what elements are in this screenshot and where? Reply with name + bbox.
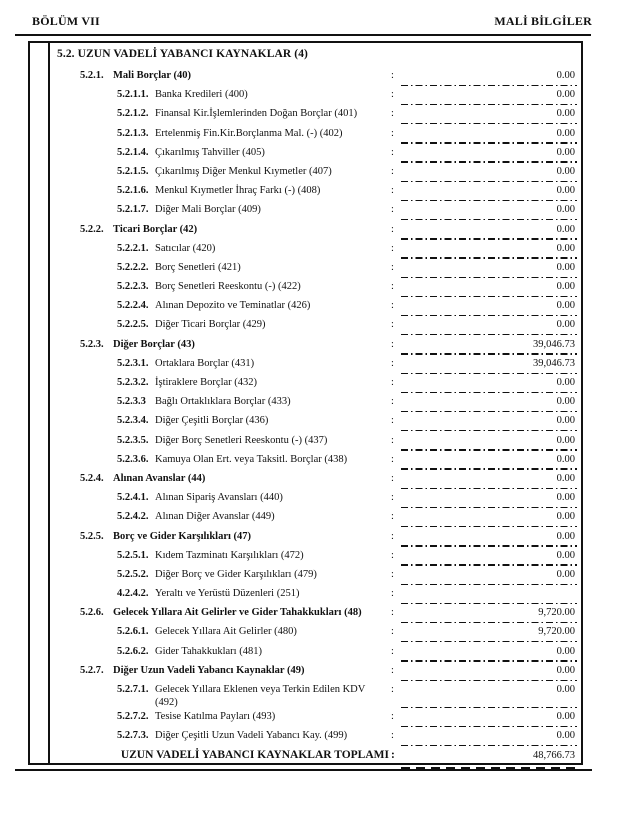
row-value: 0.00 <box>556 127 575 139</box>
row-separator: : <box>391 588 394 600</box>
row-separator: : <box>391 626 394 638</box>
section-number-header: BÖLÜM VII <box>32 14 100 28</box>
row-label: Yeraltı ve Yerüstü Düzenleri (251) <box>155 588 300 600</box>
row-value-field <box>403 203 577 220</box>
value-underline <box>401 622 577 623</box>
row-value-field <box>403 414 577 431</box>
financial-table <box>28 41 583 765</box>
table-row <box>30 67 581 86</box>
row-value: 0.00 <box>556 281 575 293</box>
row-code: 5.2.7.3. <box>117 730 149 742</box>
row-code: 5.2.3.5. <box>117 434 149 446</box>
row-separator: : <box>391 281 394 293</box>
row-code: 5.2.3.3 <box>117 396 146 408</box>
row-separator: : <box>391 165 394 177</box>
row-label: Alınan Diğer Avanslar (449) <box>155 511 275 523</box>
row-code: 5.2.3.1. <box>117 357 149 369</box>
row-value: 0.00 <box>556 730 575 742</box>
value-underline <box>401 315 577 316</box>
row-code: 5.2.4.1. <box>117 492 149 504</box>
row-separator: : <box>391 261 394 273</box>
value-underline <box>401 507 577 508</box>
row-value: 0.00 <box>556 70 575 81</box>
table-row <box>30 393 581 412</box>
row-separator: : <box>391 338 394 350</box>
table-rows <box>30 67 581 767</box>
value-underline <box>401 641 577 642</box>
row-code: 5.2.5. <box>80 530 104 542</box>
value-underline <box>401 745 577 746</box>
row-value: 9,720.00 <box>538 626 575 638</box>
value-underline <box>401 430 577 431</box>
row-code: 5.2.3.4. <box>117 415 149 427</box>
row-value: 0.00 <box>556 549 575 561</box>
table-row <box>30 528 581 547</box>
value-underline <box>401 219 577 220</box>
row-code: 5.2.1.1. <box>117 89 149 101</box>
value-underline <box>401 200 577 201</box>
row-value: 0.00 <box>556 396 575 408</box>
row-code: 5.2.1.3. <box>117 127 149 139</box>
row-value: 0.00 <box>556 165 575 177</box>
row-code: 5.2.7. <box>80 664 104 676</box>
value-underline <box>401 85 577 86</box>
table-row <box>30 374 581 393</box>
value-underline <box>401 238 577 239</box>
row-value: 0.00 <box>556 434 575 446</box>
value-underline <box>401 296 577 297</box>
row-value: 0.00 <box>556 185 575 197</box>
row-value-field <box>403 530 577 547</box>
row-separator: : <box>391 89 394 101</box>
total-label: UZUN VADELİ YABANCI KAYNAKLAR TOPLAMI <box>120 749 389 762</box>
table-row <box>30 163 581 182</box>
row-label: Ertelenmiş Fin.Kir.Borçlanma Mal. (-) (402) <box>155 127 343 139</box>
table-row <box>30 470 581 489</box>
row-separator: : <box>391 300 394 312</box>
row-value-field <box>403 664 577 681</box>
row-label: Gelecek Yıllara Ait Gelirler ve Gider Tahakkukları (48) <box>113 607 362 619</box>
row-separator: : <box>391 357 394 369</box>
row-value-field <box>403 434 577 451</box>
value-underline <box>401 584 577 585</box>
row-label: İştiraklere Borçlar (432) <box>155 377 258 388</box>
row-label: Kıdem Tazminatı Karşılıkları (472) <box>155 549 304 561</box>
row-value-field <box>403 491 577 508</box>
row-separator: : <box>391 415 394 427</box>
value-underline <box>401 660 577 661</box>
table-row <box>30 221 581 240</box>
value-underline <box>401 104 577 105</box>
section-title: 5.2. UZUN VADELİ YABANCI KAYNAKLAR (4) <box>57 48 308 60</box>
row-value-field <box>403 625 577 642</box>
row-value: 0.00 <box>556 415 575 427</box>
row-value-field <box>403 606 577 623</box>
row-value: 0.00 <box>556 530 575 542</box>
row-code: 5.2.2.1. <box>117 242 149 254</box>
table-row <box>30 585 581 604</box>
row-separator: : <box>391 108 394 120</box>
row-value: 0.00 <box>556 568 575 580</box>
row-label: Çıkarılmış Tahviller (405) <box>155 146 265 158</box>
row-label: Alınan Sipariş Avansları (440) <box>155 492 283 504</box>
table-row <box>30 681 581 708</box>
row-value-field <box>403 376 577 393</box>
value-underline <box>401 142 577 143</box>
table-row <box>30 355 581 374</box>
row-label: Ticari Borçlar (42) <box>113 223 198 235</box>
value-underline <box>401 181 577 182</box>
row-value-field <box>403 69 577 86</box>
row-code: 5.2.3.2. <box>117 377 149 388</box>
row-code: 5.2.5.2. <box>117 568 149 580</box>
row-separator: : <box>391 453 394 465</box>
table-row <box>30 105 581 124</box>
row-code: 5.2.2.4. <box>117 300 149 312</box>
row-value-field <box>403 338 577 355</box>
table-row <box>30 144 581 163</box>
value-underline <box>401 277 577 278</box>
row-separator: : <box>391 146 394 158</box>
value-underline <box>401 488 577 489</box>
value-underline <box>401 545 577 546</box>
row-value: 0.00 <box>556 300 575 312</box>
table-row <box>30 432 581 451</box>
row-code: 5.2.6. <box>80 607 104 619</box>
table-row <box>30 278 581 297</box>
row-value: 0.00 <box>556 511 575 523</box>
row-value: 39,046.73 <box>533 338 575 350</box>
table-row <box>30 489 581 508</box>
row-label: Alınan Avanslar (44) <box>113 472 206 484</box>
value-underline <box>401 564 577 565</box>
row-value-field <box>403 472 577 489</box>
footer-rule <box>15 769 592 771</box>
table-row <box>30 259 581 278</box>
table-row <box>30 708 581 727</box>
table-row <box>30 451 581 470</box>
row-separator: : <box>391 711 394 722</box>
row-value-field <box>403 318 577 335</box>
value-underline <box>401 726 577 727</box>
row-value-field <box>403 184 577 201</box>
row-separator: : <box>391 434 394 446</box>
row-value-field <box>403 587 577 604</box>
table-row <box>30 201 581 220</box>
row-code: 5.2.2.3. <box>117 281 149 293</box>
total-value: 48,766.73 <box>533 750 575 762</box>
row-value: 0.00 <box>556 664 575 676</box>
table-row <box>30 182 581 201</box>
row-separator: : <box>391 204 394 216</box>
row-code: 5.2.1.5. <box>117 165 149 177</box>
row-code: 5.2.2. <box>80 223 104 235</box>
row-value-field <box>403 88 577 105</box>
row-label: Gelecek Yıllara Ait Gelirler (480) <box>155 626 297 638</box>
row-value: 0.00 <box>556 492 575 504</box>
row-value: 0.00 <box>556 261 575 273</box>
row-code: 5.2.2.2. <box>117 261 149 273</box>
row-value-field <box>403 280 577 297</box>
row-label: Bağlı Ortaklıklara Borçlar (433) <box>155 396 291 408</box>
table-row <box>30 297 581 316</box>
row-label: Ortaklara Borçlar (431) <box>155 357 255 369</box>
row-separator: : <box>391 70 394 81</box>
row-code: 5.2.2.5. <box>117 319 149 331</box>
table-row <box>30 86 581 105</box>
row-value: 0.00 <box>556 453 575 465</box>
row-separator: : <box>391 492 394 504</box>
row-label: Diğer Borç ve Gider Karşılıkları (479) <box>155 568 317 580</box>
page-header <box>32 14 592 29</box>
row-separator: : <box>391 319 394 331</box>
row-label: Alınan Depozito ve Teminatlar (426) <box>155 300 311 312</box>
row-label: Gider Tahakkukları (481) <box>155 645 262 657</box>
table-row <box>30 727 581 746</box>
row-label: Diğer Çeşitli Borçlar (436) <box>155 415 269 427</box>
row-label: Borç Senetleri Reeskontu (-) (422) <box>155 281 301 293</box>
row-value-field <box>403 683 577 700</box>
row-value-field <box>403 107 577 124</box>
row-label: Diğer Mali Borçlar (409) <box>155 204 261 216</box>
row-value: 0.00 <box>556 204 575 216</box>
row-separator: : <box>391 568 394 580</box>
row-label: Borç Senetleri (421) <box>155 261 241 273</box>
row-label: Diğer Borç Senetleri Reeskontu (-) (437) <box>155 434 328 446</box>
row-label: Çıkarılmış Diğer Menkul Kıymetler (407) <box>155 165 332 177</box>
value-underline <box>401 257 577 258</box>
total-row <box>30 746 581 767</box>
row-label: Borç ve Gider Karşılıkları (47) <box>113 530 252 542</box>
table-row <box>30 566 581 585</box>
row-code: 5.2.6.2. <box>117 645 149 657</box>
row-value-field <box>403 261 577 278</box>
row-value-field <box>403 729 577 746</box>
value-underline <box>401 603 577 604</box>
row-value-field <box>403 710 577 727</box>
row-value-field <box>403 549 577 566</box>
row-separator: : <box>391 607 394 619</box>
row-label: Diğer Ticari Borçlar (429) <box>155 319 266 331</box>
value-underline <box>401 411 577 412</box>
row-code: 5.2.5.1. <box>117 549 149 561</box>
row-value: 0.00 <box>556 223 575 235</box>
row-code: 5.2.4.2. <box>117 511 149 523</box>
row-separator: : <box>391 664 394 676</box>
row-value: 0.00 <box>556 319 575 331</box>
value-underline <box>401 373 577 374</box>
row-separator: : <box>391 472 394 484</box>
table-row <box>30 604 581 623</box>
row-label: Kamuya Olan Ert. veya Taksitl. Borçlar (438) <box>155 453 348 465</box>
row-value-field <box>403 568 577 585</box>
value-underline <box>401 707 577 708</box>
row-label: Menkul Kıymetler İhraç Farkı (-) (408) <box>155 185 321 197</box>
table-row <box>30 623 581 642</box>
row-separator: : <box>391 749 395 762</box>
row-value-field <box>403 645 577 662</box>
row-code: 5.2.1. <box>80 70 104 81</box>
row-separator: : <box>391 127 394 139</box>
row-label: Diğer Borçlar (43) <box>113 338 195 350</box>
row-value: 0.00 <box>556 242 575 254</box>
row-value: 39,046.73 <box>533 357 575 369</box>
row-code: 5.2.1.6. <box>117 185 149 197</box>
header-rule <box>15 34 591 36</box>
row-value-field <box>403 510 577 527</box>
value-underline <box>401 449 577 450</box>
row-code: 5.2.7.2. <box>117 711 149 722</box>
row-value: 9,720.00 <box>538 607 575 619</box>
value-underline <box>401 526 577 527</box>
table-row <box>30 643 581 662</box>
value-underline <box>401 392 577 393</box>
row-code: 5.2.3.6. <box>117 453 149 465</box>
row-label: Tesise Katılma Payları (493) <box>155 711 276 722</box>
table-row <box>30 508 581 527</box>
row-label: Mali Borçlar (40) <box>113 70 191 81</box>
row-code: 5.2.1.2. <box>117 108 149 120</box>
row-value: 0.00 <box>556 684 575 695</box>
row-value-field <box>403 242 577 259</box>
row-value-field <box>403 127 577 144</box>
value-underline <box>401 468 577 469</box>
row-separator: : <box>391 242 394 254</box>
row-separator: : <box>391 377 394 388</box>
row-code: 5.2.3. <box>80 338 104 350</box>
value-underline <box>401 353 577 354</box>
row-value-field <box>403 165 577 182</box>
row-code: 5.2.1.4. <box>117 146 149 158</box>
value-underline <box>401 680 577 681</box>
row-code: 5.2.1.7. <box>117 204 149 216</box>
row-separator: : <box>391 511 394 523</box>
row-value: 0.00 <box>556 711 575 722</box>
row-label: Banka Kredileri (400) <box>155 89 248 101</box>
page-title: MALİ BİLGİLER <box>494 14 592 28</box>
row-separator: : <box>391 185 394 197</box>
row-value: 0.00 <box>556 89 575 101</box>
table-row <box>30 125 581 144</box>
total-value-field <box>403 749 577 767</box>
row-code: 5.2.7.1. <box>117 684 149 695</box>
row-separator: : <box>391 396 394 408</box>
table-row <box>30 316 581 335</box>
row-label: Gelecek Yıllara Eklenen veya Terkin Edilen KDV (492) <box>155 684 366 708</box>
row-value-field <box>403 357 577 374</box>
value-underline <box>401 334 577 335</box>
row-value: 0.00 <box>556 146 575 158</box>
table-row <box>30 662 581 681</box>
row-label: Finansal Kir.İşlemlerinden Doğan Borçlar (401) <box>155 108 358 120</box>
row-value: 0.00 <box>556 108 575 120</box>
row-separator: : <box>391 223 394 235</box>
row-separator: : <box>391 530 394 542</box>
row-value-field <box>403 453 577 470</box>
row-value-field <box>403 223 577 240</box>
row-value-field <box>403 146 577 163</box>
row-value: 0.00 <box>556 472 575 484</box>
row-code: 5.2.4. <box>80 472 104 484</box>
table-row <box>30 547 581 566</box>
row-code: 5.2.6.1. <box>117 626 149 638</box>
value-underline <box>401 161 577 162</box>
row-label: Satıcılar (420) <box>155 242 216 254</box>
row-separator: : <box>391 684 394 695</box>
row-separator: : <box>391 549 394 561</box>
row-value: 0.00 <box>556 645 575 657</box>
row-value-field <box>403 299 577 316</box>
row-label: Diğer Uzun Vadeli Yabancı Kaynaklar (49) <box>113 664 305 676</box>
table-row <box>30 240 581 259</box>
row-value: 0.00 <box>556 377 575 388</box>
row-value-field <box>403 395 577 412</box>
value-underline <box>401 123 577 124</box>
row-separator: : <box>391 730 394 742</box>
row-separator: : <box>391 645 394 657</box>
table-row <box>30 412 581 431</box>
row-code: 4.2.4.2. <box>117 588 149 600</box>
table-row <box>30 336 581 355</box>
row-label: Diğer Çeşitli Uzun Vadeli Yabancı Kay. (499) <box>155 730 348 742</box>
